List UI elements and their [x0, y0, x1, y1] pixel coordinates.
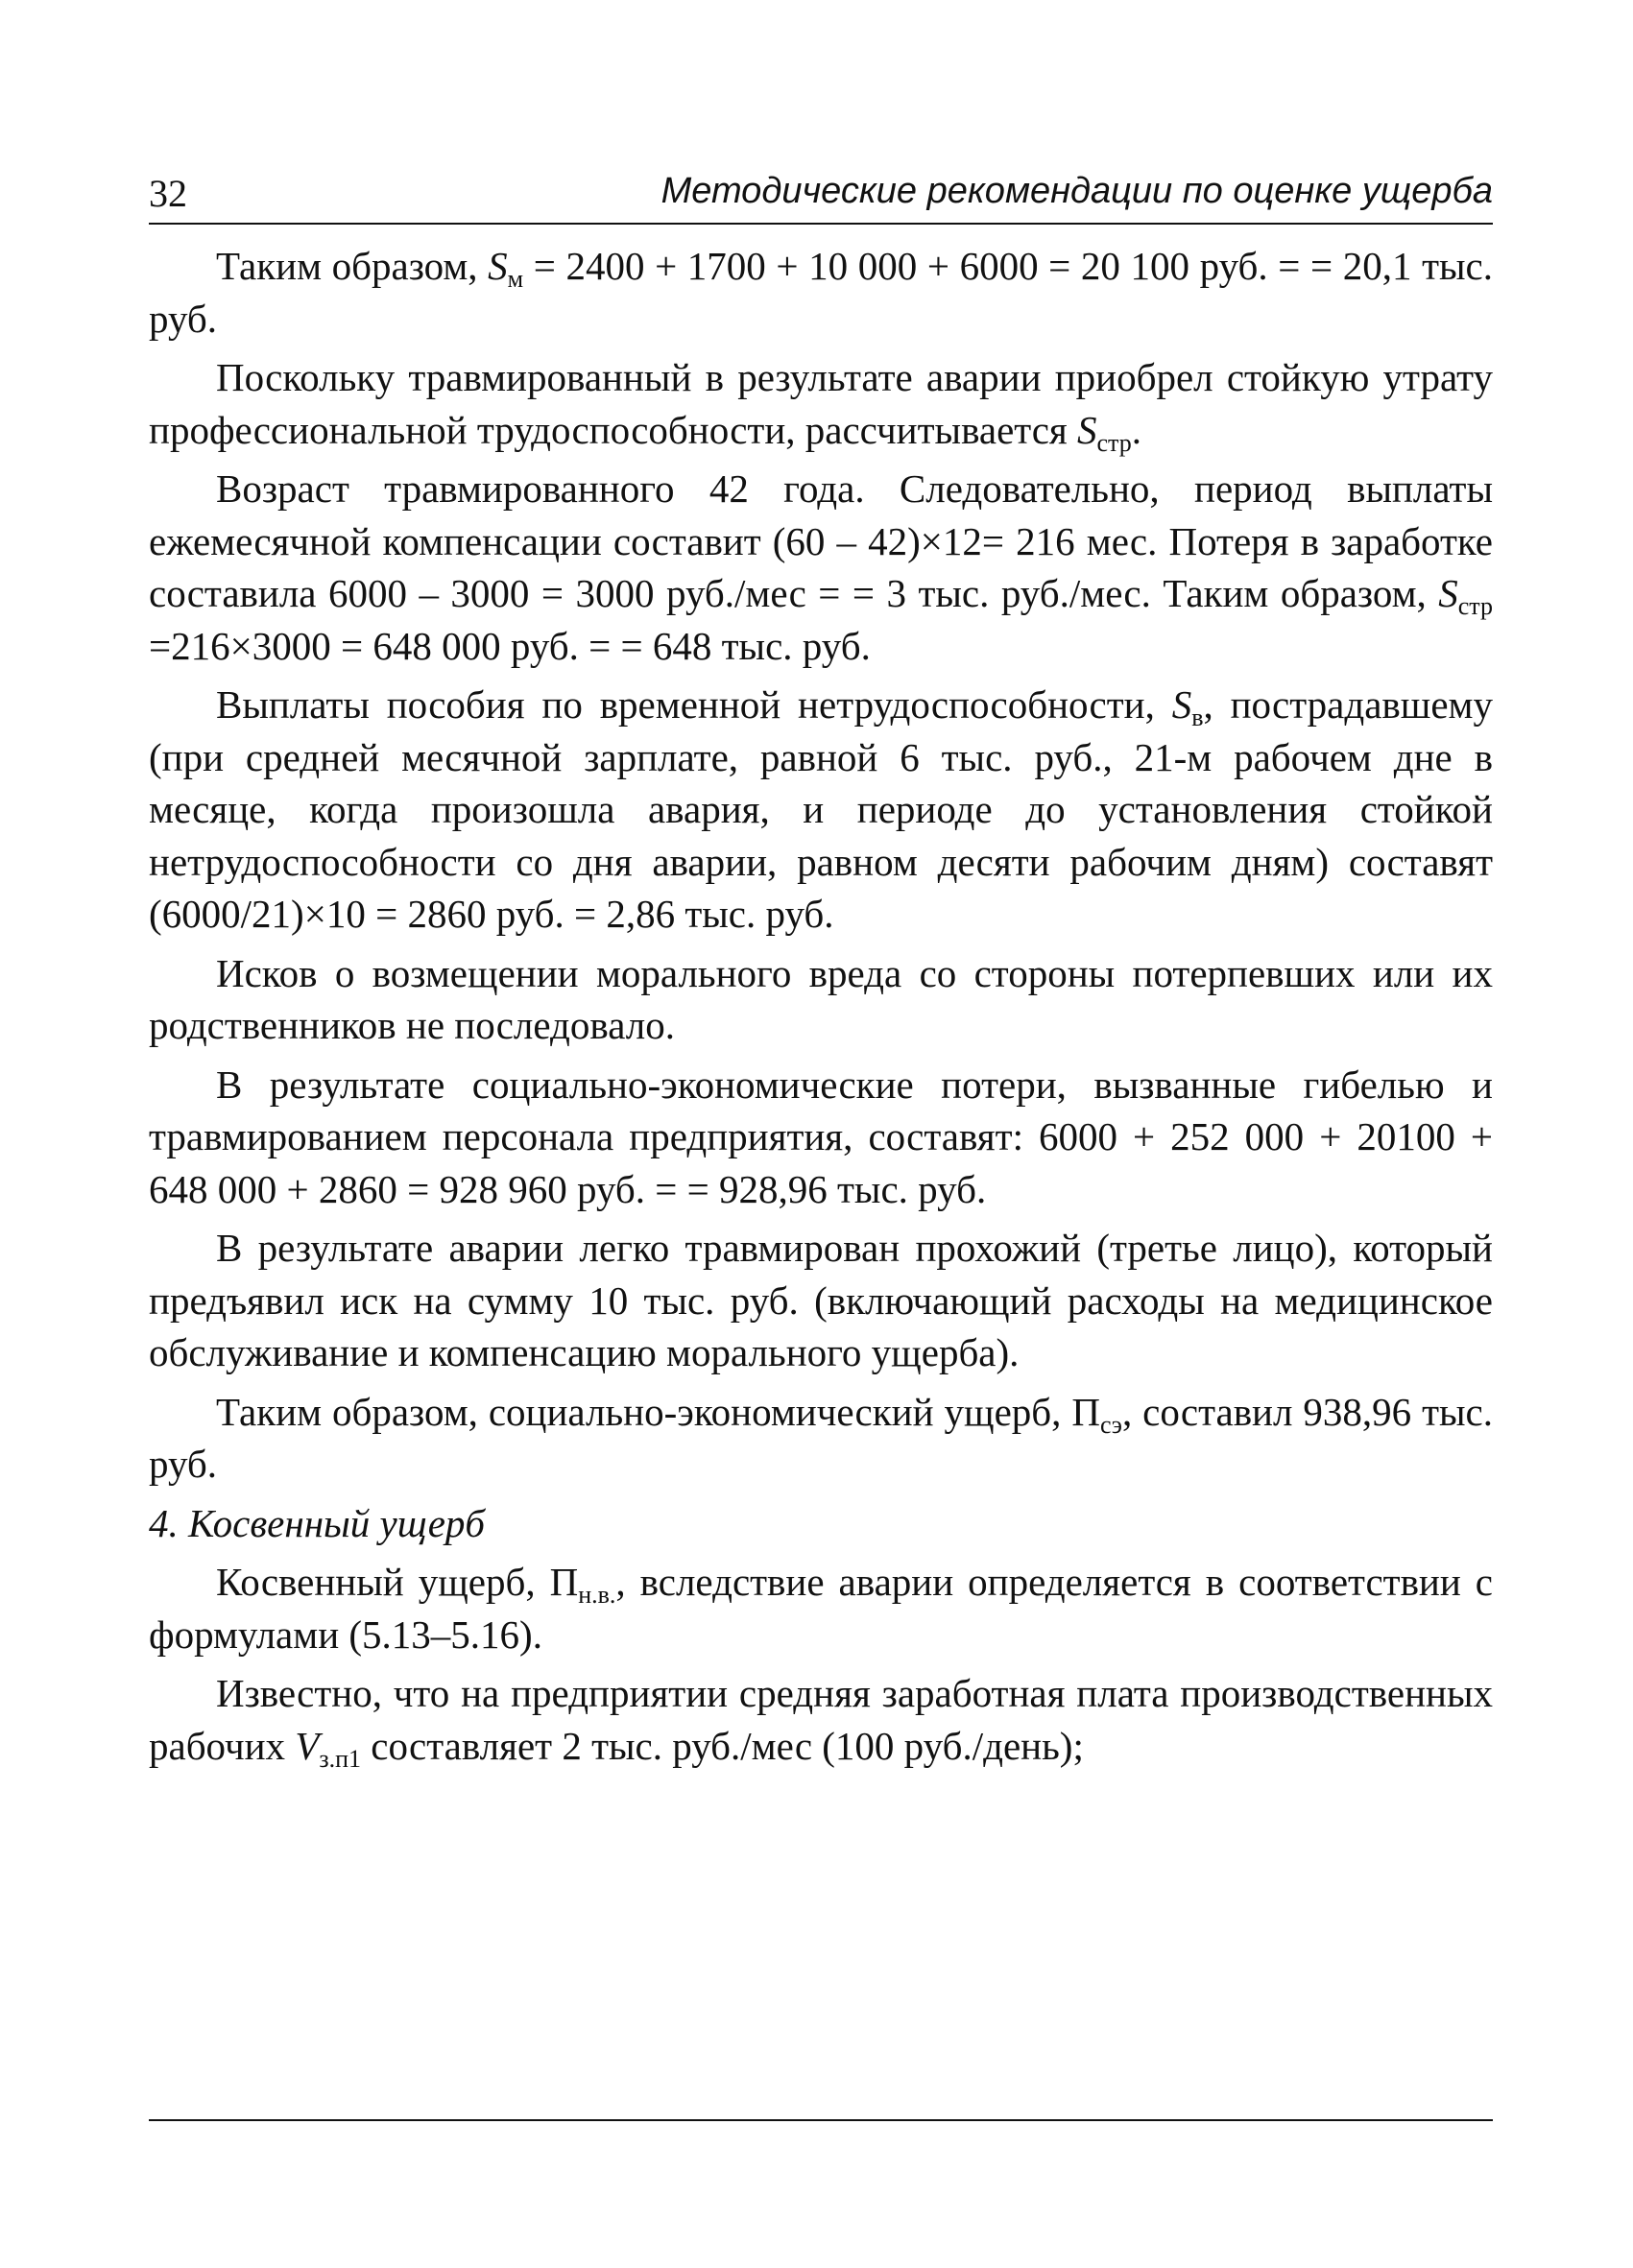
page-number: 32: [149, 172, 187, 215]
paragraph-4: Выплаты пособия по временной нетрудоспособности, $S_в$, пострадавшему (при средней месячной зарплате, равной 6 тыс. руб., 21-м рабочем дне в месяце, когда произошла авария, и периоде до установления стойкой нетрудоспособности со дня аварии, равном десяти рабочим дням) составят (6000/21)×10 = 2860 руб. = 2,86 тыс. руб.: [149, 682, 1493, 936]
body-text: [149, 240, 1493, 1779]
paragraph-3: Возраст травмированного 42 года. Следовательно, период выплаты ежемесячной компенсации составит (60 – 42)×12= 216 мес. Потеря в заработке составила 6000 – 3000 = 3000 руб./мес = = 3 тыс. руб./мес. Таким образом, $S_{стр} =216\times 3000 = 648$ 000 руб. = = 648 тыс. руб.: [149, 466, 1493, 668]
running-title: Методические рекомендации по оценке ущерба: [660, 171, 1493, 211]
paragraph-2: Поскольку травмированный в результате аварии приобрел стойкую утрату профессиональной трудоспособности, рассчитывается $S_{стр}$.: [149, 355, 1493, 457]
paragraph-9: Косвенный ущерб, $П_{н.в.}$, вследствие аварии определяется в соответствии с формулами (5.13–5.16).: [149, 1560, 1494, 1657]
paragraph-10: Известно, что на предприятии средняя заработная плата производственных рабочих $V_{з.п1}$ составляет 2 тыс. руб./мес (100 руб./день);: [149, 1671, 1493, 1773]
paragraph-6: В результате социально-экономические потери, вызванные гибелью и травмированием персонала предприятия, составят: 6000 + 252 000 + 20100 + 648 000 + 2860 = 928 960 руб. = = 928,96 тыс. руб.: [149, 1062, 1493, 1211]
paragraph-1: Таким образом, $S_м = 2400 + 1700 + 10$ 000 + 6000 = 20 100 руб. = = 20,1 тыс. руб.: [149, 244, 1493, 341]
paragraph-8: Таким образом, социально-экономический ущерб, $П_{сэ}$, составил 938,96 тыс. руб.: [149, 1389, 1493, 1486]
footer-divider: [149, 2119, 1493, 2121]
page-header: [149, 171, 1493, 228]
header-divider: [149, 223, 1493, 225]
paragraph-5: Исков о возмещении морального вреда со стороны потерпевших или их родственников не последовало.: [149, 950, 1493, 1047]
paragraph-7: В результате аварии легко травмирован прохожий (третье лицо), который предъявил иск на сумму 10 тыс. руб. (включающий расходы на медицинское обслуживание и компенсацию морального ущерба).: [149, 1226, 1493, 1374]
section-heading: 4. Косвенный ущерб: [149, 1500, 486, 1545]
